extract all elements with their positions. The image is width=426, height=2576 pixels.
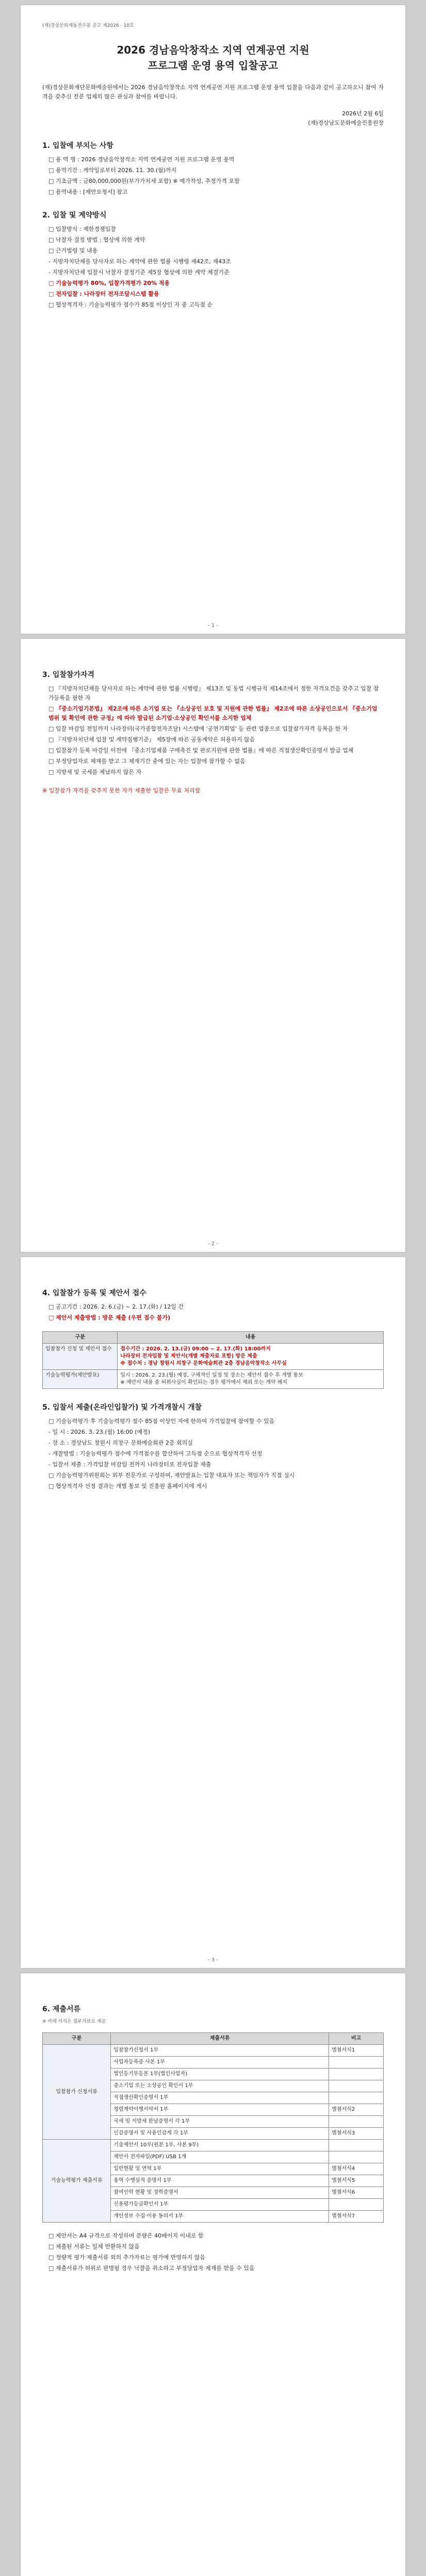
table-header: 내용 xyxy=(118,1332,384,1344)
list-item: □ 공고기간 : 2026. 2. 6.(금) ~ 2. 17.(화) / 12일 간 xyxy=(48,1303,184,1310)
list-item: □ 제안서 제출방법 : 방문 제출 (우편 접수 불가) xyxy=(48,1314,171,1321)
list-item: □ 제출서류가 허위로 판명될 경우 낙찰을 취소하고 부정당업자 제재를 받을 수 있음 xyxy=(48,2265,255,2272)
section-heading: 5. 입찰서 제출(온라인입찰가) 및 가격개찰시 개찰 xyxy=(42,1403,202,1412)
section-heading: 6. 제출서류 xyxy=(42,2005,81,2013)
list-item: □ 『중소기업기본법』 제2조에 따른 소기업 또는 『소상공인 보호 및 지원에 관한 법률』 제2조에 따른 소상공인으로서 『중소기업 범위 및 확인에 관한 규정』에 따라 발급된 소기업·소상공인 확인서를 소지한 업체 xyxy=(48,705,378,721)
table-cell: 입찰참가신청서 1부 xyxy=(111,2045,329,2057)
list-item: - 일 시 : 2026. 3. 23.(월) 16:00 (예정) xyxy=(48,1429,151,1435)
submission-table xyxy=(42,1331,384,1389)
table-cell: 사업자등록증 사본 1부 xyxy=(111,2057,329,2069)
table-cell: 별첨서식5 xyxy=(329,2175,384,2187)
table-cell: 인감증명서 및 사용인감계 각 1부 xyxy=(111,2128,329,2140)
table-row xyxy=(43,2045,384,2057)
list-item: □ 협상적격자 : 기술능력평가 점수가 85점 이상인 자 중 고득점 순 xyxy=(48,301,213,308)
document-page-3 xyxy=(21,1257,405,1968)
table-cell: 법인등기부등본 1부(법인사업자) xyxy=(111,2069,329,2080)
note-text: ※ 아래 서식은 첨부자료로 제공 xyxy=(42,2019,106,2024)
table-row xyxy=(43,1344,384,1370)
list-item: □ 제안서는 A4 규격으로 작성하며 분량은 40페이지 이내로 함 xyxy=(48,2232,204,2239)
list-item: - 입찰서 제출 : 가격입찰 마감일 전까지 나라장터로 전자입찰 제출 xyxy=(48,1461,211,1468)
section-list xyxy=(42,1417,384,1491)
table-cell: 청렴계약이행서약서 1부 xyxy=(111,2104,329,2116)
table-header: 구분 xyxy=(43,2033,111,2045)
date-line: 2026년 2월 6일 xyxy=(342,110,384,117)
table-header: 제출서류 xyxy=(111,2033,329,2045)
list-item: □ 입찰 마감일 전일까지 나라장터(국가종합전자조달) 시스템에 '공연기획업' 등 관련 업종으로 입찰참가자격 등록을 한 자 xyxy=(48,725,348,732)
section-heading: 1. 입찰에 부치는 사항 xyxy=(42,142,113,150)
list-item: □ 근거법령 및 내용 xyxy=(48,247,98,254)
table-cell: 개인정보 수집·이용 동의서 1부 xyxy=(111,2211,329,2223)
table-cell xyxy=(329,2057,384,2069)
section-list xyxy=(42,155,384,197)
table-cell: 별첨서식4 xyxy=(329,2163,384,2175)
table-cell: 기술능력평가 제출서류 xyxy=(43,2140,111,2223)
list-item: □ 전자입찰 : 나라장터 전자조달시스템 활용 xyxy=(48,291,159,297)
document-page-1 xyxy=(21,5,405,634)
list-item: □ 입찰참가 등록 마감일 이전에 『중소기업제품 구매촉진 및 판로지원에 관한 법률』에 따른 직접생산확인증명서 발급 업체 xyxy=(48,747,354,754)
table-cell: 별첨서식3 xyxy=(329,2128,384,2140)
page-number: - 2 - xyxy=(208,1241,218,1247)
section-list xyxy=(42,1302,384,1323)
table-cell: 접수기간 : 2026. 2. 13.(금) 09:00 ~ 2. 17.(화) 18:00까지 나라장터 전자입찰 및 제안서(개별 제출자료 포함) 방문 제출 ※ 접수처 : 경남 창원시 의창구 문화예술회관 2층 경남음악창작소 사무실 xyxy=(118,1344,384,1370)
table-cell xyxy=(329,2199,384,2211)
document-page-4 xyxy=(21,1973,405,2576)
section-list xyxy=(42,2231,384,2273)
table-header: 비고 xyxy=(329,2033,384,2045)
table-cell xyxy=(329,2069,384,2080)
table-cell xyxy=(329,2080,384,2092)
page-number: - 3 - xyxy=(208,1957,218,1963)
table-cell: 별첨서식6 xyxy=(329,2187,384,2199)
list-item: - 개찰방법 : 기술능력평가 점수에 가격점수를 합산하여 고득점 순으로 협상적격자 선정 xyxy=(48,1450,263,1457)
title-line-2: 프로그램 운영 용역 입찰공고 xyxy=(148,59,278,72)
list-item: - 지방자치단체 입찰시 낙찰자 결정기준 제5장 협상에 의한 계약 체결기준 xyxy=(48,269,230,276)
title-line-1: 2026 경남음악창작소 지역 연계공연 지원 xyxy=(117,44,309,56)
table-cell: 제안서 전자파일(PDF) USB 1개 xyxy=(111,2151,329,2163)
table-cell: 별첨서식2 xyxy=(329,2104,384,2116)
list-item: □ 기술능력평가위원회는 외부 전문가로 구성하며, 제안발표는 입찰 대표자 또는 책임자가 직접 실시 xyxy=(48,1472,295,1479)
section-heading: 2. 입찰 및 계약방식 xyxy=(42,211,107,219)
page-number: - 1 - xyxy=(208,623,218,629)
list-item: - 지방자치단체를 당사자로 하는 계약에 관한 법률 시행령 제42조, 제43조 xyxy=(48,258,231,265)
list-item: □ 용 역 명 : 2026 경남음악창작소 지역 연계공연 지원 프로그램 운영 용역 xyxy=(48,156,235,163)
table-cell xyxy=(329,2140,384,2151)
table-cell: 일반현황 및 연혁 1부 xyxy=(111,2163,329,2175)
table-cell: 중소기업 또는 소상공인 확인서 1부 xyxy=(111,2080,329,2092)
table-cell: 신용평가등급확인서 1부 xyxy=(111,2199,329,2211)
table-cell: 별첨서식7 xyxy=(329,2211,384,2223)
table-cell: 별첨서식1 xyxy=(329,2045,384,2057)
list-item: □ 기초금액 : 금80,000,000원(부가가치세 포함) ※ 예가작성, 추정가격 포함 xyxy=(48,178,240,184)
table-cell: 일시 : 2026. 2. 23.(월) 예정, 구체적인 일정 및 장소는 제안서 접수 후 개별 통보 ※ 제안서 내용 중 허위사실이 확인되는 경우 평가에서 제외 또는 계약 해지 xyxy=(118,1370,384,1389)
section-list xyxy=(42,684,384,777)
list-item: - 장 소 : 경상남도 창원시 의창구 문화예술회관 2층 회의실 xyxy=(48,1439,193,1446)
section-list xyxy=(42,225,384,310)
documents-table xyxy=(42,2032,384,2223)
table-cell xyxy=(329,2116,384,2128)
note-text: ※ 입찰참가 자격을 갖추지 못한 자가 제출한 입찰은 무효 처리함 xyxy=(42,787,201,794)
table-cell xyxy=(329,2092,384,2104)
list-item: □ 『지방자치단체를 당사자로 하는 계약에 관한 법률 시행령』 제13조 및 동법 시행규칙 제14조에서 정한 자격요건을 갖추고 입찰 참가등록을 필한 자 xyxy=(48,685,379,701)
list-item: □ 협상적격자 선정 결과는 개별 통보 및 진흥원 홈페이지에 게시 xyxy=(48,1483,207,1489)
table-cell: 기술제안서 10부(원본 1부, 사본 9부) xyxy=(111,2140,329,2151)
table-header: 구분 xyxy=(43,1332,118,1344)
list-item: □ 기술능력평가 후 기술능력평가 점수 85점 이상인 자에 한하여 가격입찰에 참여할 수 있음 xyxy=(48,1418,275,1425)
table-cell: 입찰참가 신청 및 제안서 접수 xyxy=(43,1344,118,1370)
table-cell: 직접생산확인증명서 1부 xyxy=(111,2092,329,2104)
list-item: □ 『지방자치단체 입찰 및 계약집행기준』 제5장에 따른 공동계약은 허용하지 않음 xyxy=(48,736,255,743)
table-row xyxy=(43,1370,384,1389)
list-item: □ 부정당업자로 제재를 받고 그 제재기간 중에 있는 자는 입찰에 참가할 수 없음 xyxy=(48,758,245,765)
list-item: □ 입찰방식 : 제한경쟁입찰 xyxy=(48,226,116,232)
section-heading: 4. 입찰참가 등록 및 제안서 접수 xyxy=(42,1289,146,1297)
table-cell: 기술능력평가(제안발표) xyxy=(43,1370,118,1389)
list-item: □ 용역내용 : [제안요청서] 참고 xyxy=(48,189,128,195)
header-tag: (재)경상문화재돌전주봉 공고 제2026 - 10호 xyxy=(42,23,134,28)
list-item: □ 기술능력평가 80%, 입찰가격평가 20% 적용 xyxy=(48,280,170,286)
list-item: □ 낙찰자 결정 방법 : 협상에 의한 계약 xyxy=(48,236,145,243)
issuer-line: (재)경상남도문화예술진흥원장 xyxy=(308,120,384,126)
table-cell: 국세 및 지방세 완납증명서 각 1부 xyxy=(111,2116,329,2128)
table-cell: 참여인력 현황 및 경력증명서 xyxy=(111,2187,329,2199)
table-cell: 입찰참가 신청서류 xyxy=(43,2045,111,2140)
section-heading: 3. 입찰참가자격 xyxy=(42,671,95,679)
list-item: □ 지방세 및 국세를 체납하지 않은 자 xyxy=(48,769,142,775)
table-cell: 용역 수행실적 증명서 1부 xyxy=(111,2175,329,2187)
list-item: □ 제출된 서류는 일체 반환하지 않음 xyxy=(48,2243,140,2250)
list-item: □ 정량적 평가 제출서류 외의 추가자료는 평가에 반영하지 않음 xyxy=(48,2254,206,2261)
list-item: □ 용역기간 : 계약일로부터 2026. 11. 30.(월)까지 xyxy=(48,167,177,174)
table-row xyxy=(43,2140,384,2151)
intro-paragraph: (재)경상문화재단문화예술원에서는 2026 경남음악창작소 지역 연계공연 지원 프로그램 운영 용역 입찰을 다음과 같이 공고하오니 참여 자격을 갖추신 전문 업체의 많은 관심과 참여를 바랍니다. xyxy=(42,84,384,100)
table-cell xyxy=(329,2151,384,2163)
document-page-2 xyxy=(21,639,405,1252)
